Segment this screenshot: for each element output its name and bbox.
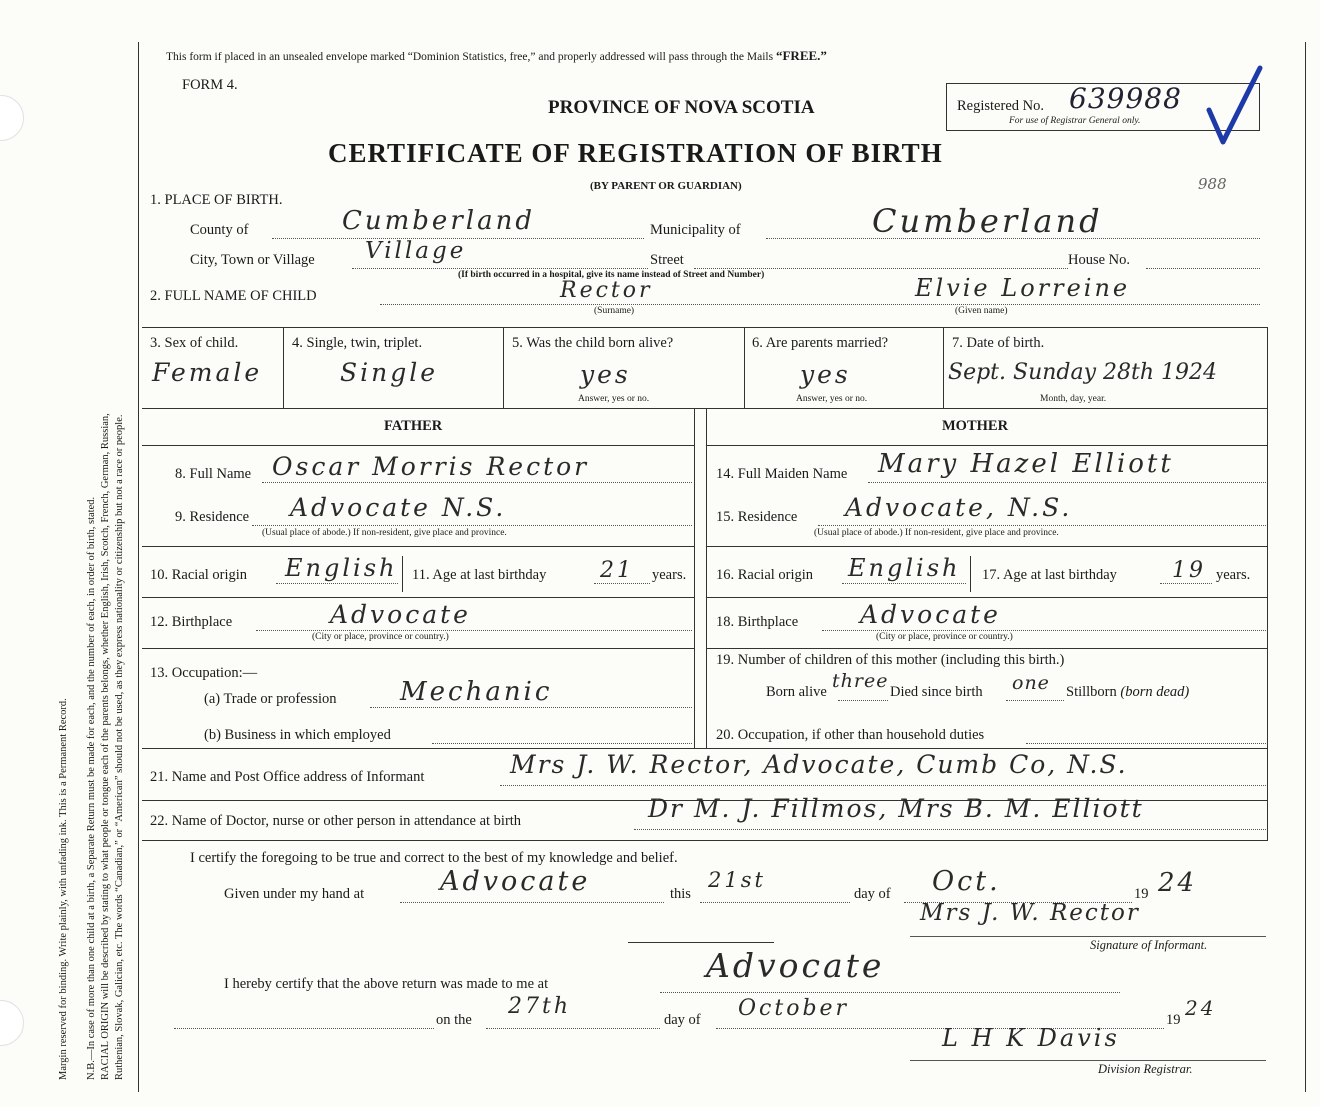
informant-signature: Mrs J. W. Rector [920, 900, 1140, 926]
surname-value: Rector [560, 278, 653, 303]
registered-number: 639988 [1069, 82, 1182, 115]
given-name-note: (Given name) [955, 306, 1008, 316]
born-alive-value: yes [580, 360, 631, 389]
father-age-label: 11. Age at last birthday [412, 567, 547, 583]
father-occupation-label: 13. Occupation:— [150, 665, 258, 681]
mother-age-label: 17. Age at last birthday [982, 567, 1117, 583]
father-heading: FATHER [384, 418, 443, 434]
plurality-value: Single [340, 358, 439, 387]
left-border [138, 42, 139, 1092]
registrar-general-note: For use of Registrar General only. [1009, 116, 1141, 126]
married-label: 6. Are parents married? [752, 335, 889, 351]
father-racial-label: 10. Racial origin [150, 567, 248, 583]
surname-note: (Surname) [594, 306, 635, 316]
page-subtitle: (BY PARENT OR GUARDIAN) [590, 180, 742, 192]
place-of-birth-label: 1. PLACE OF BIRTH. [150, 192, 283, 208]
informant-value: Mrs J. W. Rector, Advocate, Cumb Co, N.S. [510, 750, 1128, 779]
corner-mark: 988 [1198, 175, 1227, 193]
given-at-label: Given under my hand at [224, 886, 365, 902]
given-day-value: 21st [708, 868, 766, 892]
born-alive-count-value: three [832, 670, 889, 692]
certify-statement: I certify the foregoing to be true and correct to the best of my knowledge and belief. [190, 850, 678, 866]
given-place-value: Advocate [440, 866, 591, 897]
registrar-day-of-label: day of [664, 1012, 701, 1028]
checkmark-icon [1205, 62, 1265, 152]
born-alive-label: 5. Was the child born alive? [512, 335, 674, 351]
given-day-of-label: day of [854, 886, 891, 902]
died-since-birth-value: one [1012, 672, 1050, 694]
side-note-4: Ruthenian, Slovak, Galician, etc. The words “Canadian,” or “American” should not be used, as they express nationality or citizenship but not a race or people. [114, 414, 125, 1080]
registrar-statement: I hereby certify that the above return was made to me at [224, 976, 549, 992]
sex-label: 3. Sex of child. [150, 335, 239, 351]
father-racial-value: English [285, 554, 398, 582]
registrar-signature-label: Division Registrar. [1098, 1062, 1193, 1076]
registrar-year-value: 24 [1185, 996, 1217, 1020]
province-heading: PROVINCE OF NOVA SCOTIA [548, 97, 815, 118]
father-birthplace-note: (City or place, province or country.) [312, 632, 449, 642]
child-name-label: 2. FULL NAME OF CHILD [150, 288, 317, 304]
binding-hole-bottom [0, 1000, 24, 1046]
father-birthplace-label: 12. Birthplace [150, 614, 233, 630]
municipality-label: Municipality of [650, 222, 741, 238]
given-year-prefix: 19 [1134, 886, 1149, 902]
born-alive-note: Answer, yes or no. [578, 394, 650, 404]
father-years: years. [652, 567, 687, 583]
mother-occupation-label: 20. Occupation, if other than household duties [716, 727, 985, 743]
dob-note: Month, day, year. [1040, 394, 1107, 404]
given-name-value: Elvie Lorreine [915, 274, 1131, 302]
on-the-label: on the [436, 1012, 472, 1028]
father-name-label: 8. Full Name [175, 466, 252, 482]
municipality-value: Cumberland [872, 202, 1103, 240]
house-label: House No. [1068, 252, 1131, 268]
side-note-1: Margin reserved for binding. Write plainly, with unfading ink. This is a Permanent Record. [58, 698, 69, 1080]
city-label: City, Town or Village [190, 252, 315, 268]
father-trade-value: Mechanic [400, 677, 553, 707]
mother-birthplace-value: Advocate [860, 600, 1001, 629]
born-alive-count-label: Born alive [766, 684, 827, 700]
binding-hole-top [0, 95, 24, 141]
right-border [1305, 42, 1306, 1092]
mother-years: years. [1216, 567, 1251, 583]
father-age-value: 21 [600, 558, 634, 583]
street-label: Street [650, 252, 684, 268]
registrar-signature: L H K Davis [942, 1024, 1120, 1052]
side-note-2: N.B.—In case of more than one child at a birth, a Separate Return must be made for each, and the number of each, in order of birth, stated. [86, 496, 97, 1080]
informant-label: 21. Name and Post Office address of Informant [150, 769, 425, 785]
city-value: Village [365, 238, 467, 264]
registrar-day-value: 27th [508, 994, 572, 1019]
married-note: Answer, yes or no. [796, 394, 868, 404]
mother-name-label: 14. Full Maiden Name [716, 466, 848, 482]
mother-age-value: 19 [1172, 558, 1206, 583]
mother-racial-value: English [848, 554, 961, 582]
registrar-month-value: October [738, 996, 850, 1021]
attendant-label: 22. Name of Doctor, nurse or other person in attendance at birth [150, 813, 522, 829]
mother-name-value: Mary Hazel Elliott [878, 449, 1174, 479]
father-residence-value: Advocate N.S. [290, 493, 507, 522]
mother-residence-label: 15. Residence [716, 509, 798, 525]
mother-residence-value: Advocate, N.S. [845, 493, 1073, 522]
form-number: FORM 4. [182, 77, 238, 93]
mother-heading: MOTHER [942, 418, 1009, 434]
mother-residence-note: (Usual place of abode.) If non-resident, give place and province. [814, 528, 1059, 538]
registrar-year-prefix: 19 [1166, 1012, 1181, 1028]
given-month-value: Oct. [932, 866, 1001, 897]
page-title: CERTIFICATE OF REGISTRATION OF BIRTH [328, 138, 943, 168]
father-name-value: Oscar Morris Rector [272, 452, 590, 481]
hospital-note: (If birth occurred in a hospital, give its name instead of Street and Number) [458, 270, 765, 280]
father-residence-label: 9. Residence [175, 509, 250, 525]
stillborn-label: Stillborn (born dead) [1066, 684, 1190, 700]
father-trade-label: (a) Trade or profession [204, 691, 337, 707]
registrar-place-value: Advocate [706, 946, 885, 985]
side-note-3: RACIAL ORIGIN will be described by stating to what people or tongue each of the parents belongs, whether English, Irish, Scotch, French, German, Russian, [100, 413, 111, 1080]
father-business-label: (b) Business in which employed [204, 727, 391, 743]
county-label: County of [190, 222, 249, 238]
dob-value: Sept. Sunday 28th 1924 [948, 360, 1218, 385]
informant-signature-label: Signature of Informant. [1090, 938, 1208, 952]
this-label: this [670, 886, 691, 902]
given-year-value: 24 [1158, 868, 1198, 898]
father-birthplace-value: Advocate [330, 600, 471, 629]
dob-label: 7. Date of birth. [952, 335, 1045, 351]
attendant-value: Dr M. J. Fillmos, Mrs B. M. Elliott [648, 794, 1144, 823]
died-since-birth-label: Died since birth [890, 684, 983, 700]
registered-label: Registered No. [957, 98, 1044, 114]
plurality-label: 4. Single, twin, triplet. [292, 335, 423, 351]
mother-birthplace-note: (City or place, province or country.) [876, 632, 1013, 642]
father-residence-note: (Usual place of abode.) If non-resident, give place and province. [262, 528, 507, 538]
sex-value: Female [152, 358, 263, 387]
mother-birthplace-label: 18. Birthplace [716, 614, 799, 630]
married-value: yes [800, 360, 851, 389]
mother-children-label: 19. Number of children of this mother (including this birth.) [716, 652, 1065, 668]
mail-notice: This form if placed in an unsealed envelope marked “Dominion Statistics, free,” and properly addressed will pass through the Mails “FREE.” [166, 48, 827, 63]
mother-racial-label: 16. Racial origin [716, 567, 814, 583]
county-value: Cumberland [342, 206, 535, 236]
